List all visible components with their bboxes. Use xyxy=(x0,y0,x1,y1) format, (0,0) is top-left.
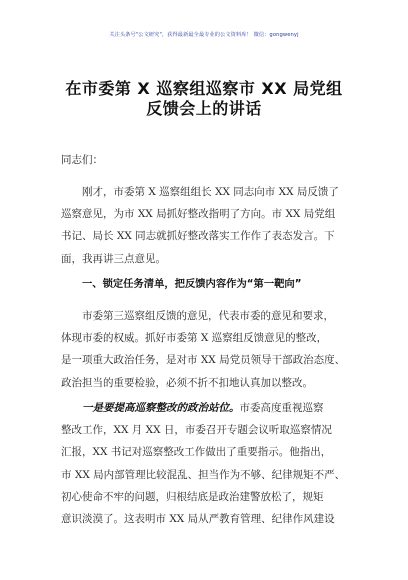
paragraph-3-lead-phrase: 一是要提高巡察整改的政治站位。 xyxy=(82,402,240,414)
paragraph-1-line-2: 巡察意见，为市 XX 局抓好整改指明了方向。市 XX 局党组 xyxy=(61,208,336,221)
paragraph-3-line-4: 市 XX 局内部管理比较混乱、担当作为不够、纪律规矩不严、 xyxy=(61,468,346,481)
header-note: 关注头条号"公文研究"，获得最新最全最专业的公文资料库！ 微信：gongwenyj xyxy=(109,32,299,38)
paragraph-2-line-3: 是一项重大政治任务，是对市 XX 局党员领导干部政治态度、 xyxy=(61,354,346,367)
document-title-line-1: 在市委第 X 巡察组巡察市 XX 局党组 xyxy=(65,79,343,98)
paragraph-1 xyxy=(61,181,349,270)
salutation-text: 同志们： xyxy=(61,154,103,166)
paragraph-3-line-2: 整改工作，XX 月 XX 日，市委召开专题会议听取巡察情况 xyxy=(61,424,332,437)
paragraph-1-line-4: 面，我再讲三点意见。 xyxy=(61,252,166,265)
paragraph-1-line-1: 刚才，市委第 X 巡察组组长 XX 同志向市 XX 局反馈了 xyxy=(82,186,339,198)
paragraph-3-line-5: 初心使命不牢的问题，归根结底是政治建警放松了，规矩 xyxy=(61,490,324,503)
salutation xyxy=(61,149,349,171)
paragraph-3-line-3: 汇报，XX 书记对巡察整改工作做出了重要指示。他指出， xyxy=(61,446,332,459)
paragraph-1-line-3: 书记、局长 XX 同志就抓好整改落实工作作了表态发言。下 xyxy=(61,230,335,243)
paragraph-3-line-1-rest: 市委高度重视巡察 xyxy=(239,402,324,414)
section-heading-1 xyxy=(61,273,349,295)
paragraph-2-line-4: 政治担当的重要检验，必须不折不扣地认真加以整改。 xyxy=(61,376,313,389)
paragraph-3-line-6: 意识淡漠了。这表明市 XX 局从严教育管理、纪律作风建设 xyxy=(61,512,335,525)
paragraph-3-line-1 xyxy=(61,397,349,419)
paragraph-3 xyxy=(61,397,349,530)
section-heading-1-text: 一、锁定任务清单，把反馈内容作为“第一靶向” xyxy=(82,278,302,290)
paragraph-2-line-2: 体现市委的权威。抓好市委第 X 巡察组反馈意见的整改， xyxy=(61,332,328,345)
document-title-line-2: 反馈会上的讲话 xyxy=(146,99,262,118)
paragraph-2 xyxy=(61,305,349,394)
paragraph-2-line-1: 市委第三巡察组反馈的意见，代表市委的意见和要求， xyxy=(82,310,334,322)
